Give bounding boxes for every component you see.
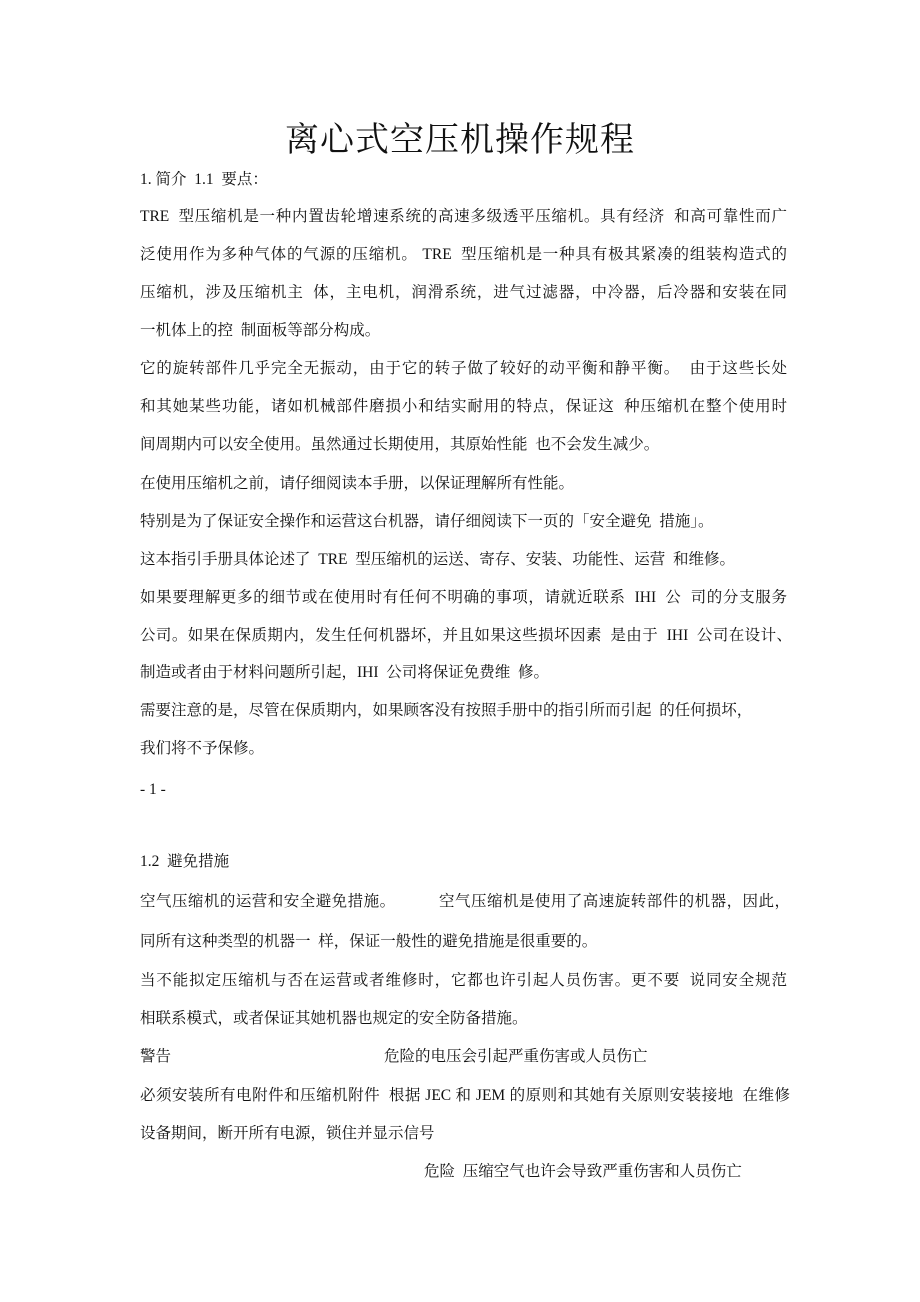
paragraph-line: 公司。如果在保质期内，发生任何机器坏，并且如果这些损坏因素 是由于 IHI 公司在设计、 [140,627,792,644]
paragraph-line: 我们将不予保修。 [140,740,265,757]
paragraph-line: 它的旋转部件几乎完全无振动，由于它的转子做了较好的动平衡和静平衡。 由于这些长处 [140,360,787,377]
paragraph-line: 在使用压缩机之前，请仔细阅读本手册，以保证理解所有性能。 [140,475,575,492]
paragraph-line: 如果要理解更多的细节或在使用时有任何不明确的事项，请就近联系 IHI 公 司的分支服务 [140,589,787,606]
warning-text: 危险的电压会引起严重伤害或人员伤亡 [384,1048,648,1065]
paragraph-line: 压缩机，涉及压缩机主 体，主电机，润滑系统，进气过滤器，中冷器，后冷器和安装在同 [140,284,787,301]
paragraph-line: 空气压缩机的运营和安全避免措施。 空气压缩机是使用了高速旋转部件的机器，因此， [140,893,790,910]
section-heading: 1. 简介 1.1 要点： [140,171,268,188]
document-title: 离心式空压机操作规程 [285,122,635,159]
paragraph-line: 设备期间，断开所有电源，锁住并显示信号 [140,1125,435,1142]
warning-label: 警告 [140,1048,172,1065]
danger-text: 危险 压缩空气也许会导致严重伤害和人员伤亡 [424,1163,742,1180]
paragraph-line: 同所有这种类型的机器一 样，保证一般性的避免措施是很重要的。 [140,933,598,950]
section-heading: 1.2 避免措施 [140,853,230,870]
page-number: - 1 - [140,781,166,798]
paragraph-line: 当不能拟定压缩机与否在运营或者维修时，它都也许引起人员伤害。更不要 说同安全规范 [140,972,787,989]
paragraph-line: 需要注意的是，尽管在保质期内，如果顾客没有按照手册中的指引所而引起 的任何损坏， [140,702,753,719]
paragraph-line: 这本指引手册具体论述了 TRE 型压缩机的运送、寄存、安装、功能性、运营 和维修。 [140,551,736,568]
paragraph-line: 制造或者由于材料问题所引起，IHI 公司将保证免费维 修。 [140,664,550,681]
paragraph-line: TRE 型压缩机是一种内置齿轮增速系统的高速多级透平压缩机。具有经济 和高可靠性而广 [140,208,787,225]
paragraph-line: 特别是为了保证安全操作和运营这台机器，请仔细阅读下一页的「安全避免 措施」。 [140,513,714,530]
paragraph-line: 相联系模式，或者保证其她机器也规定的安全防备措施。 [140,1010,528,1027]
paragraph-line: 和其她某些功能，诸如机械部件磨损小和结实耐用的特点，保证这 种压缩机在整个使用时 [140,398,787,415]
paragraph-line: 泛使用作为多种气体的气源的压缩机。 TRE 型压缩机是一种具有极其紧凑的组装构造式的 [140,246,787,263]
paragraph-line: 间周期内可以安全使用。虽然通过长期使用，其原始性能 也不会发生减少。 [140,436,660,453]
paragraph-line: 一机体上的控 制面板等部分构成。 [140,322,381,339]
paragraph-line: 必须安装所有电附件和压缩机附件 根据 JEC 和 JEM 的原则和其她有关原则安装接地 在维修 [140,1087,790,1104]
